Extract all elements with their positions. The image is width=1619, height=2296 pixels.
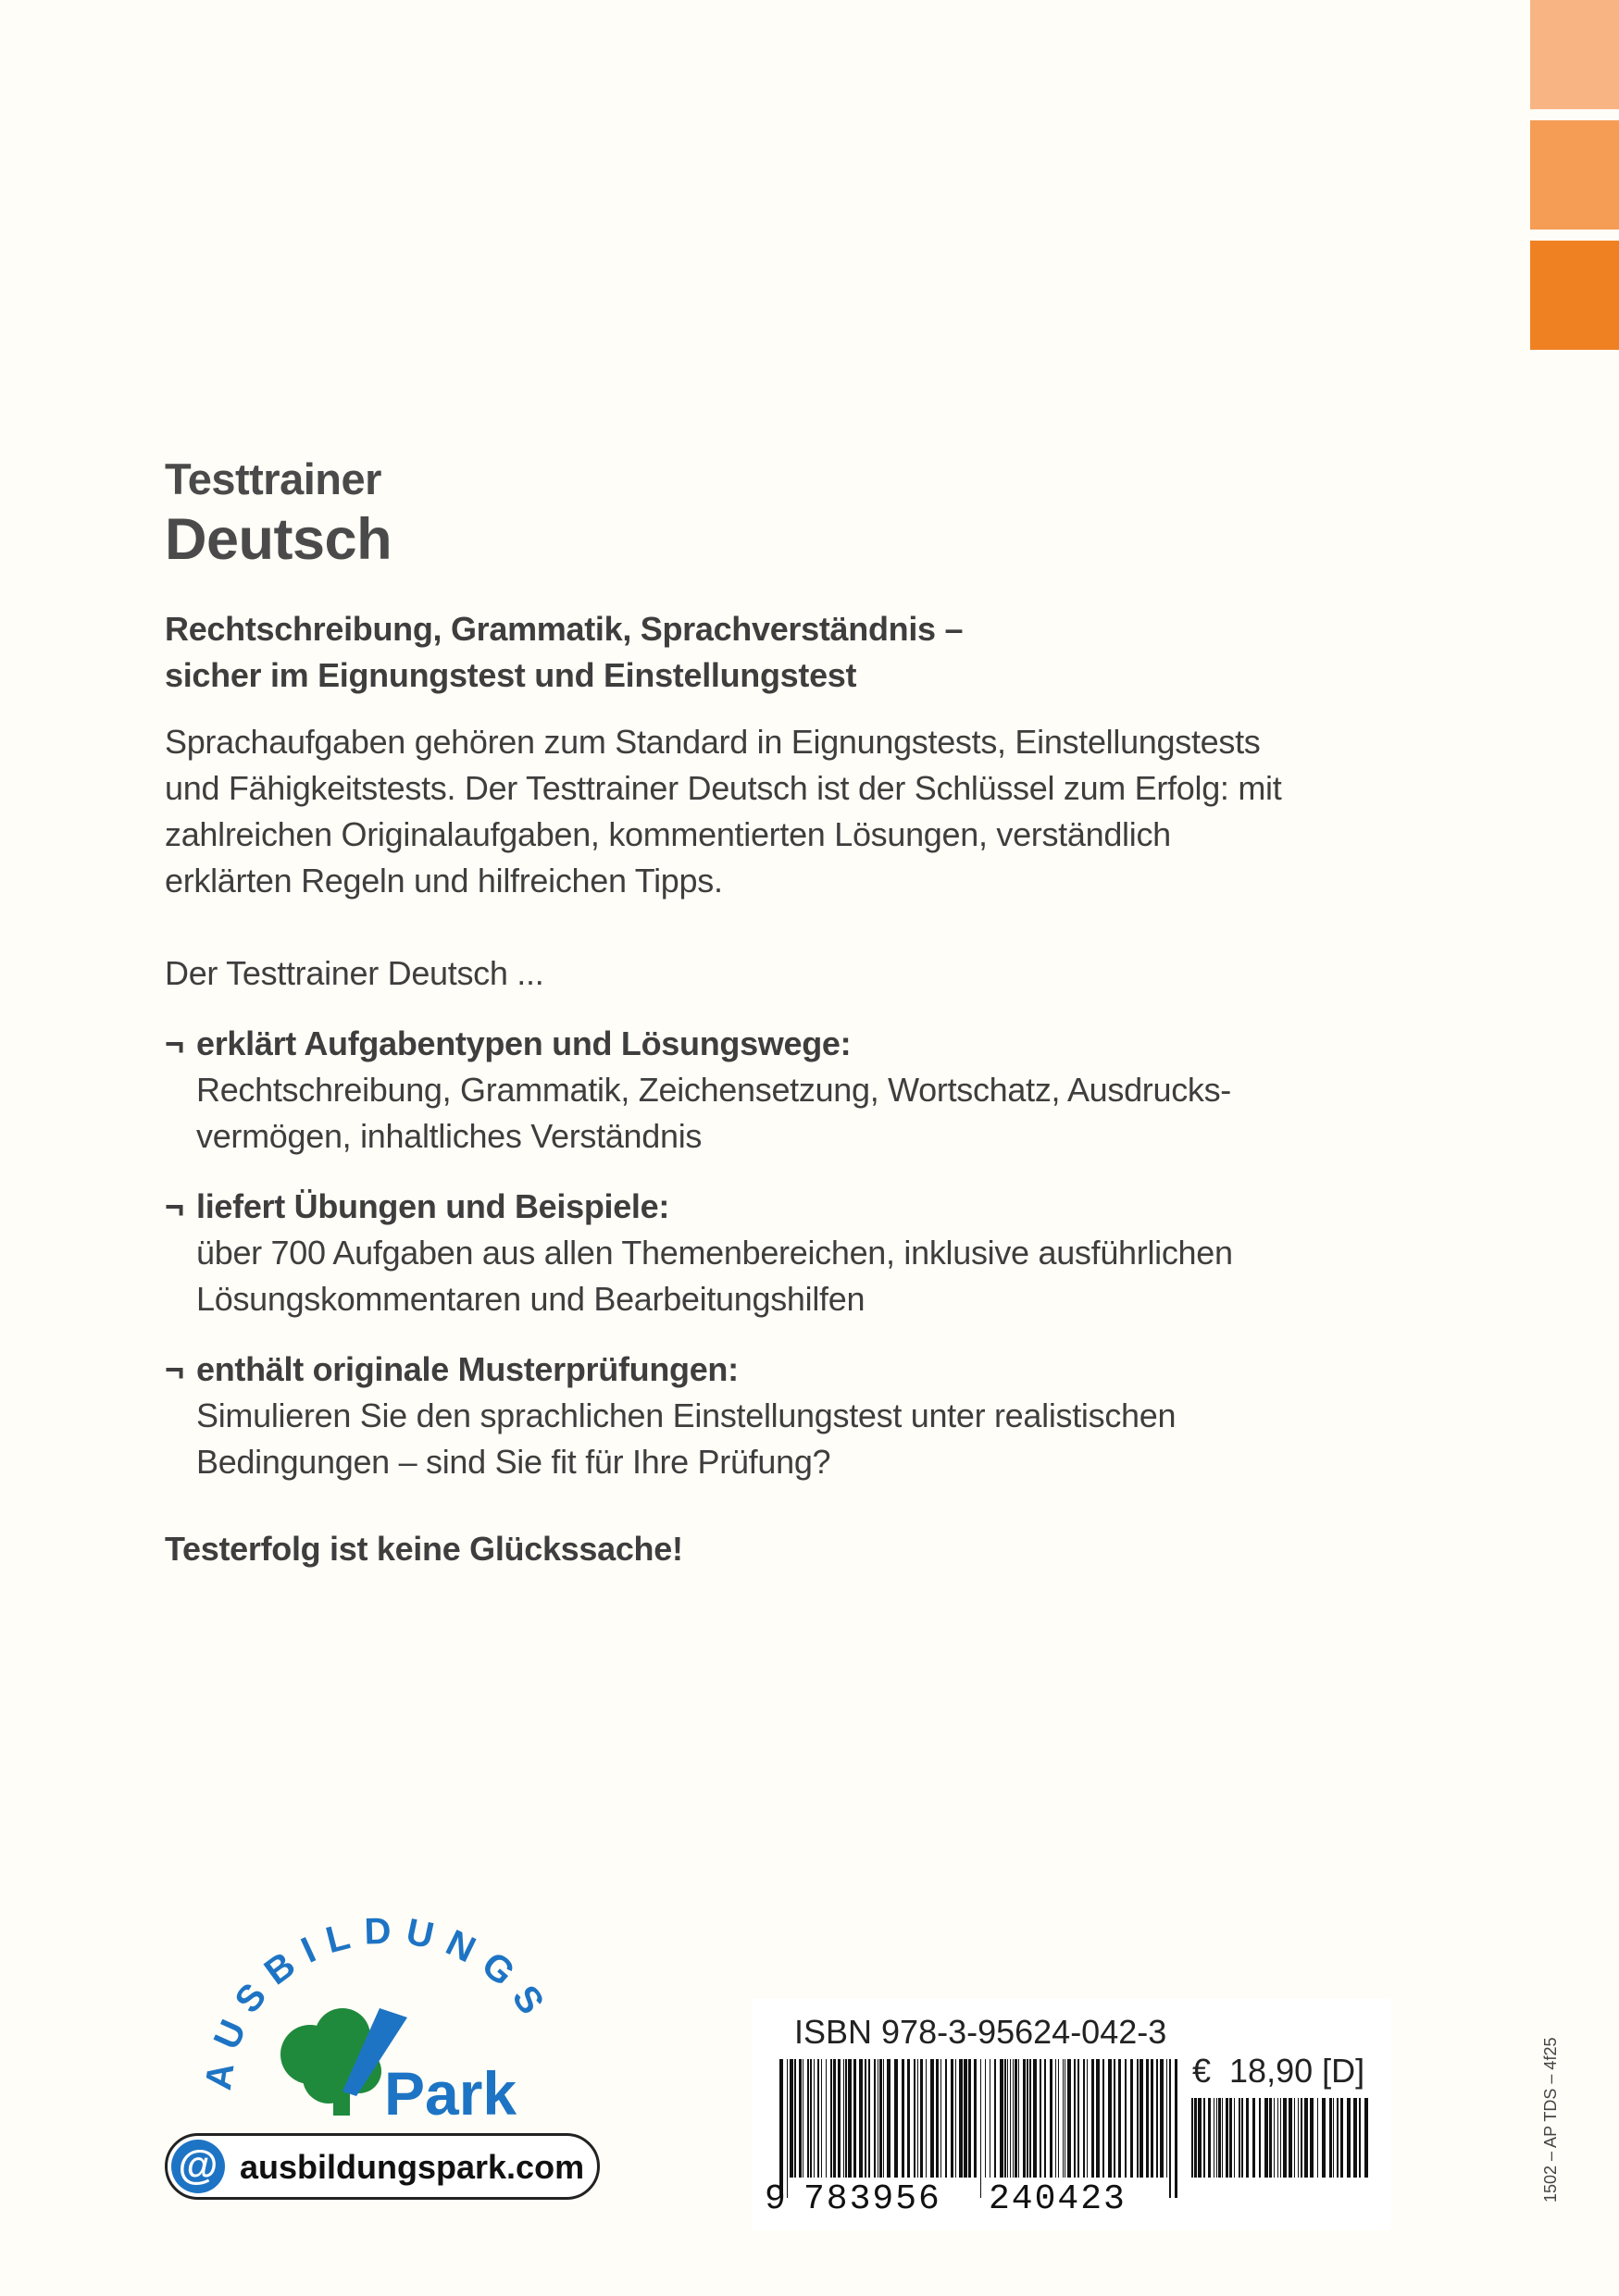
barcode-bar bbox=[1259, 2098, 1261, 2178]
barcode-bar bbox=[1010, 2059, 1011, 2178]
barcode-bar bbox=[1364, 2098, 1368, 2178]
barcode-bar bbox=[1298, 2098, 1299, 2178]
barcode-bar bbox=[790, 2059, 793, 2178]
barcode-bar bbox=[1333, 2098, 1334, 2178]
barcode-bar bbox=[1340, 2098, 1343, 2178]
barcode-bar bbox=[955, 2059, 956, 2178]
barcode-bar bbox=[917, 2059, 918, 2178]
website-url[interactable]: ausbildungspark.com bbox=[240, 2148, 585, 2186]
barcode-bar bbox=[1050, 2059, 1052, 2178]
barcode-bar bbox=[1160, 2059, 1164, 2178]
barcode-bar bbox=[1130, 2059, 1133, 2178]
barcode-bar bbox=[1252, 2098, 1255, 2178]
barcode-bar bbox=[1096, 2059, 1100, 2178]
publisher-logo bbox=[194, 1906, 574, 2119]
barcode-bar bbox=[1140, 2059, 1143, 2178]
barcode-bar bbox=[821, 2059, 822, 2178]
barcode-bar bbox=[1018, 2059, 1019, 2178]
feature-line: Simulieren Sie den sprachlichen Einstellungstest unter realistischen bbox=[196, 1396, 1177, 1434]
barcode-bar bbox=[1359, 2098, 1361, 2178]
barcode-bar bbox=[964, 2059, 967, 2178]
barcode-bar bbox=[1169, 2059, 1171, 2198]
barcode-bar bbox=[833, 2059, 836, 2178]
feature-line: Lösungskommentaren und Bearbeitungshilfen bbox=[196, 1280, 866, 1318]
barcode-bar bbox=[807, 2059, 809, 2178]
barcode-bar bbox=[887, 2059, 890, 2178]
barcode-bar bbox=[1280, 2098, 1281, 2178]
barcode-digit-group: 240423 bbox=[989, 2179, 1127, 2219]
isbn-label: ISBN 978-3-95624-042-3 bbox=[794, 2013, 1167, 2051]
barcode-bar bbox=[883, 2059, 884, 2178]
barcode-bar bbox=[1058, 2059, 1059, 2178]
feature-line: vermögen, inhaltliches Verständnis bbox=[196, 1117, 703, 1155]
bullet-mark: ¬ bbox=[165, 1350, 184, 1388]
barcode-bar bbox=[1013, 2059, 1014, 2178]
barcode-bar bbox=[1274, 2098, 1275, 2178]
barcode-bar bbox=[1114, 2059, 1115, 2178]
barcode-bar bbox=[843, 2059, 844, 2178]
barcode-bar bbox=[814, 2059, 815, 2178]
barcode-bar bbox=[940, 2059, 941, 2178]
barcode-bar bbox=[799, 2059, 802, 2178]
barcode-bar bbox=[1029, 2059, 1031, 2178]
barcode-bar bbox=[853, 2059, 856, 2178]
barcode-bar bbox=[1083, 2059, 1085, 2178]
feature-line: Bedingungen – sind Sie fit für Ihre Prüfung? bbox=[196, 1443, 831, 1481]
barcode-bar bbox=[1044, 2059, 1046, 2178]
barcode-bar bbox=[845, 2059, 847, 2178]
barcode-bar bbox=[1317, 2098, 1318, 2178]
barcode-bar bbox=[1055, 2059, 1056, 2178]
barcode-bar bbox=[1216, 2098, 1217, 2178]
barcode-bar bbox=[1004, 2059, 1006, 2178]
feature-item bbox=[165, 1184, 1368, 1322]
barcode-area bbox=[752, 1999, 1390, 2230]
feature-heading: erklärt Aufgabentypen und Lösungswege: bbox=[196, 1024, 852, 1062]
barcode-bar bbox=[1074, 2059, 1076, 2178]
barcode-bar bbox=[1283, 2098, 1287, 2178]
barcode-bar bbox=[1118, 2059, 1121, 2178]
barcode-bar bbox=[879, 2059, 882, 2178]
barcode-bar bbox=[1329, 2098, 1332, 2178]
barcode-bar bbox=[1322, 2098, 1326, 2178]
barcode-bar bbox=[974, 2059, 977, 2178]
barcode-bar bbox=[1102, 2059, 1104, 2178]
intro-line: erklärten Regeln und hilfreichen Tipps. bbox=[165, 862, 723, 900]
barcode-bar bbox=[794, 2059, 796, 2178]
barcode-bar bbox=[968, 2059, 971, 2178]
barcode-bar bbox=[1146, 2059, 1149, 2178]
barcode-bar bbox=[1108, 2059, 1112, 2178]
barcode-bar bbox=[787, 2059, 788, 2198]
barcode-bar bbox=[1033, 2059, 1037, 2178]
barcode-bar bbox=[1007, 2059, 1008, 2178]
barcode-bar bbox=[848, 2059, 852, 2178]
barcode-bar bbox=[1304, 2098, 1308, 2178]
closing-slogan: Testerfolg ist keine Glückssache! bbox=[165, 1530, 683, 1568]
barcode-bar bbox=[1239, 2098, 1240, 2178]
logo-word: Park bbox=[384, 2059, 517, 2119]
barcode-bar bbox=[1137, 2059, 1139, 2178]
price-label: € 18,90 [D] bbox=[1192, 2052, 1365, 2090]
barcode-digit-group: 783956 bbox=[803, 2179, 941, 2219]
barcode-bar bbox=[1063, 2059, 1064, 2178]
barcode-bar bbox=[1294, 2098, 1295, 2178]
barcode-bar bbox=[1301, 2098, 1302, 2178]
intro-paragraph bbox=[165, 719, 1368, 904]
barcode-bar bbox=[914, 2059, 915, 2178]
feature-heading: liefert Übungen und Beispiele: bbox=[196, 1187, 670, 1225]
barcode-digit-first: 9 bbox=[765, 2179, 786, 2219]
features-lead: Der Testtrainer Deutsch ... bbox=[165, 954, 544, 992]
barcode-bar bbox=[1234, 2098, 1235, 2178]
intro-line: zahlreichen Originalaufgaben, kommentierten Lösungen, verständlich bbox=[165, 815, 1171, 853]
barcode-bar bbox=[1289, 2098, 1292, 2178]
intro-line: und Fähigkeitstests. Der Testtrainer Deutsch ist der Schlüssel zum Erfolg: mit bbox=[165, 769, 1282, 807]
barcode-bar bbox=[1353, 2098, 1357, 2178]
barcode-bar bbox=[779, 2059, 783, 2198]
barcode-bar bbox=[902, 2059, 904, 2178]
barcode-bar bbox=[985, 2059, 986, 2178]
barcode-bar bbox=[920, 2059, 923, 2178]
barcode-bar bbox=[874, 2059, 876, 2178]
barcode-bar bbox=[817, 2059, 819, 2178]
barcode-bar bbox=[1194, 2098, 1197, 2178]
barcode-bar bbox=[1067, 2059, 1071, 2178]
barcode-bar bbox=[826, 2059, 827, 2178]
bullet-mark: ¬ bbox=[165, 1024, 184, 1062]
barcode-bar bbox=[894, 2059, 898, 2178]
color-tab-mid bbox=[1530, 120, 1619, 230]
barcode-bar bbox=[1229, 2098, 1232, 2178]
feature-line: Rechtschreibung, Grammatik, Zeichensetzung, Wortschatz, Ausdrucks- bbox=[196, 1071, 1231, 1109]
barcode-bar bbox=[1191, 2098, 1193, 2178]
barcode-bar bbox=[1222, 2098, 1223, 2178]
barcode-bar bbox=[1246, 2098, 1249, 2178]
barcode-bar bbox=[838, 2059, 841, 2178]
barcode-bar bbox=[859, 2059, 863, 2178]
bullet-mark: ¬ bbox=[165, 1187, 184, 1225]
barcode-bar bbox=[930, 2059, 934, 2178]
barcode-bar bbox=[1027, 2059, 1028, 2178]
barcode-bar bbox=[1077, 2059, 1079, 2178]
barcode-bar bbox=[865, 2059, 866, 2178]
barcode-bar bbox=[1087, 2059, 1088, 2178]
barcode-bar bbox=[868, 2059, 870, 2178]
barcode-bar bbox=[1269, 2098, 1272, 2178]
subtitle bbox=[165, 606, 1368, 699]
barcode-bar bbox=[1337, 2098, 1339, 2178]
barcode-bar bbox=[1203, 2098, 1205, 2178]
at-icon: @ bbox=[171, 2140, 225, 2193]
barcode-bar bbox=[1226, 2098, 1228, 2178]
barcode-bar bbox=[1264, 2098, 1268, 2178]
feature-item bbox=[165, 1347, 1368, 1485]
price-barcode bbox=[1191, 2098, 1372, 2198]
barcode-bar bbox=[1023, 2059, 1026, 2178]
barcode-bar bbox=[1000, 2059, 1003, 2178]
barcode-bar bbox=[1156, 2059, 1158, 2178]
barcode-bar bbox=[980, 2059, 981, 2198]
barcode-bar bbox=[1277, 2098, 1278, 2178]
color-tab-light bbox=[1530, 0, 1619, 109]
color-tab-dark bbox=[1530, 241, 1619, 350]
series-name: Testtrainer bbox=[165, 454, 381, 503]
isbn-barcode bbox=[779, 2059, 1179, 2198]
barcode-bar bbox=[1198, 2098, 1202, 2178]
barcode-bar bbox=[1166, 2059, 1167, 2178]
barcode-bar bbox=[1151, 2059, 1153, 2178]
barcode-bar bbox=[907, 2059, 910, 2178]
barcode-bar bbox=[1208, 2098, 1211, 2178]
barcode-bar bbox=[1125, 2059, 1127, 2178]
barcode-bar bbox=[1310, 2098, 1314, 2178]
logo-arc-text: AUSBILDUNGS bbox=[197, 1910, 559, 2093]
book-title: Deutsch bbox=[165, 507, 392, 572]
print-code: 1502 – AP TDS – 4f25 bbox=[1541, 2037, 1560, 2203]
barcode-bar bbox=[810, 2059, 812, 2178]
website-badge[interactable] bbox=[165, 2133, 600, 2200]
barcode-bar bbox=[951, 2059, 953, 2178]
back-cover-text bbox=[165, 453, 1368, 1569]
feature-heading: enthält originale Musterprüfungen: bbox=[196, 1350, 739, 1388]
subtitle-line: sicher im Eignungstest und Einstellungstest bbox=[165, 656, 857, 694]
subtitle-line: Rechtschreibung, Grammatik, Sprachverständnis – bbox=[165, 610, 964, 648]
feature-line: über 700 Aufgaben aus allen Themenbereichen, inklusive ausführlichen bbox=[196, 1234, 1233, 1272]
intro-line: Sprachaufgaben gehören zum Standard in Eignungstests, Einstellungstests bbox=[165, 723, 1261, 761]
barcode-bar bbox=[1241, 2098, 1243, 2178]
barcode-bar bbox=[994, 2059, 996, 2178]
barcode-bar bbox=[945, 2059, 947, 2178]
barcode-bar bbox=[936, 2059, 939, 2178]
barcode-bar bbox=[1347, 2098, 1351, 2178]
barcode-bar bbox=[1175, 2059, 1177, 2198]
barcode-bar bbox=[1091, 2059, 1094, 2178]
barcode-bar bbox=[1015, 2059, 1017, 2178]
feature-item bbox=[165, 1021, 1368, 1160]
barcode-bar bbox=[926, 2059, 927, 2178]
barcode-bar bbox=[1040, 2059, 1041, 2178]
barcode-bar bbox=[959, 2059, 963, 2178]
barcode-bar bbox=[830, 2059, 832, 2178]
barcode-bar bbox=[1218, 2098, 1221, 2178]
